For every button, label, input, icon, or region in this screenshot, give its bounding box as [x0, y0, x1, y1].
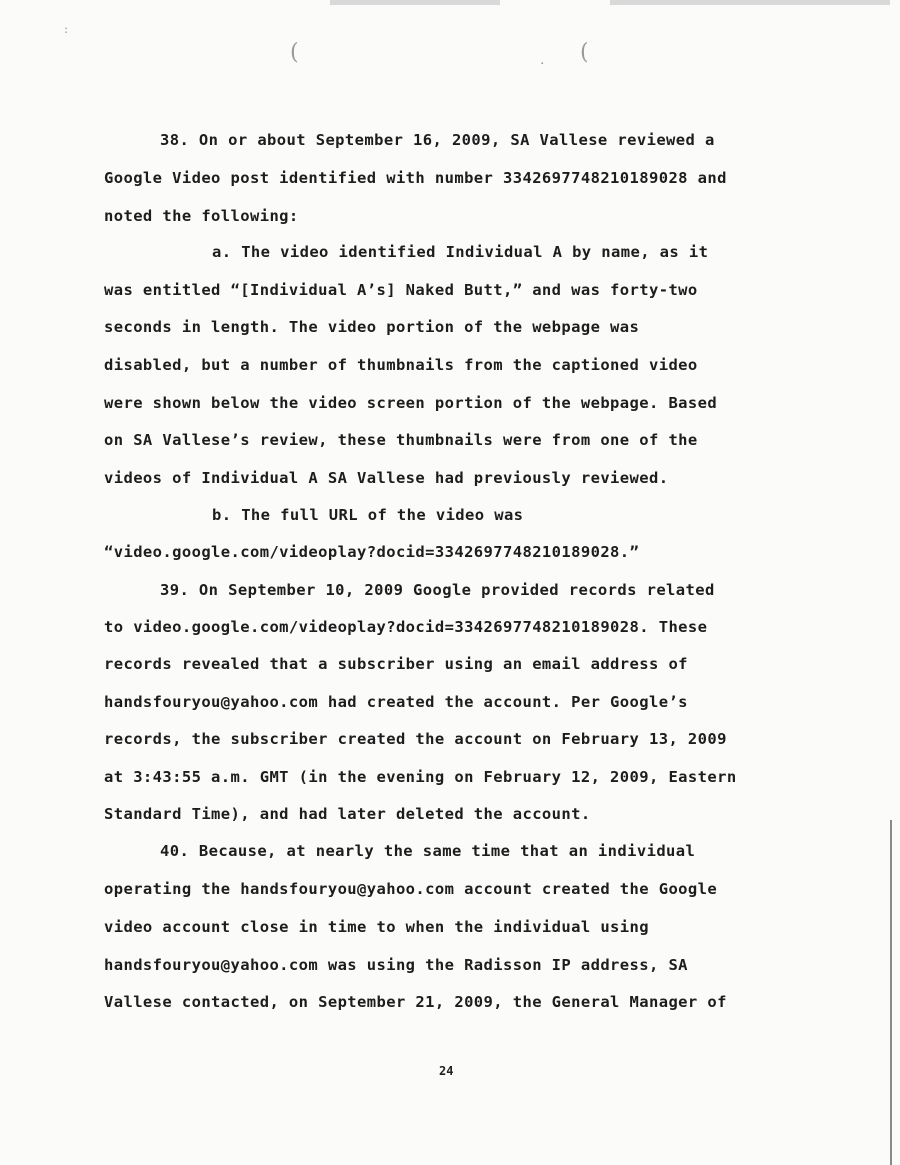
paragraph-39-line-2: to video.google.com/videoplay?docid=3342697748210189028. These	[104, 618, 708, 636]
subparagraph-a-line-4: disabled, but a number of thumbnails from the captioned video	[104, 356, 698, 374]
scan-artifact-bracket-left: (	[290, 40, 299, 65]
subparagraph-b-line-1: b. The full URL of the video was	[212, 506, 524, 524]
subparagraph-a-line-1: a. The video identified Individual A by name, as it	[212, 243, 709, 261]
paragraph-38-line-1: 38. On or about September 16, 2009, SA Vallese reviewed a	[160, 131, 715, 149]
subparagraph-a-line-5: were shown below the video screen portion of the webpage. Based	[104, 394, 718, 412]
scan-artifact-dot: .	[540, 52, 545, 68]
subparagraph-a-line-2: was entitled “[Individual A’s] Naked Butt,” and was forty-two	[104, 281, 698, 299]
scan-artifact-top-left	[330, 0, 500, 5]
paragraph-39-line-5: records, the subscriber created the account on February 13, 2009	[104, 730, 727, 748]
paragraph-39-line-7: Standard Time), and had later deleted the account.	[104, 805, 591, 823]
scan-artifact-bracket-right: (	[580, 40, 589, 65]
subparagraph-a-line-3: seconds in length. The video portion of the webpage was	[104, 318, 640, 336]
paragraph-39-line-3: records revealed that a subscriber using an email address of	[104, 655, 688, 673]
paragraph-38-line-2: Google Video post identified with number 3342697748210189028 and	[104, 169, 727, 187]
paragraph-40-line-2: operating the handsfouryou@yahoo.com account created the Google	[104, 880, 718, 898]
subparagraph-a-line-7: videos of Individual A SA Vallese had previously reviewed.	[104, 469, 669, 487]
scan-artifact-specks: :	[64, 22, 69, 36]
subparagraph-a-line-6: on SA Vallese’s review, these thumbnails were from one of the	[104, 431, 698, 449]
paragraph-39-line-4: handsfouryou@yahoo.com had created the account. Per Google’s	[104, 693, 688, 711]
paragraph-40-line-5: Vallese contacted, on September 21, 2009, the General Manager of	[104, 993, 727, 1011]
page-number: 24	[439, 1064, 454, 1078]
paragraph-40-line-3: video account close in time to when the individual using	[104, 918, 649, 936]
paragraph-40-line-1: 40. Because, at nearly the same time that an individual	[160, 842, 696, 860]
subparagraph-b-line-2: “video.google.com/videoplay?docid=3342697748210189028.”	[104, 543, 640, 561]
paragraph-40-line-4: handsfouryou@yahoo.com was using the Radisson IP address, SA	[104, 956, 688, 974]
scan-artifact-top-right	[610, 0, 890, 5]
paragraph-39-line-1: 39. On September 10, 2009 Google provided records related	[160, 581, 715, 599]
paragraph-39-line-6: at 3:43:55 a.m. GMT (in the evening on February 12, 2009, Eastern	[104, 768, 737, 786]
scan-artifact-edge	[890, 820, 892, 1165]
paragraph-38-line-3: noted the following:	[104, 207, 299, 225]
